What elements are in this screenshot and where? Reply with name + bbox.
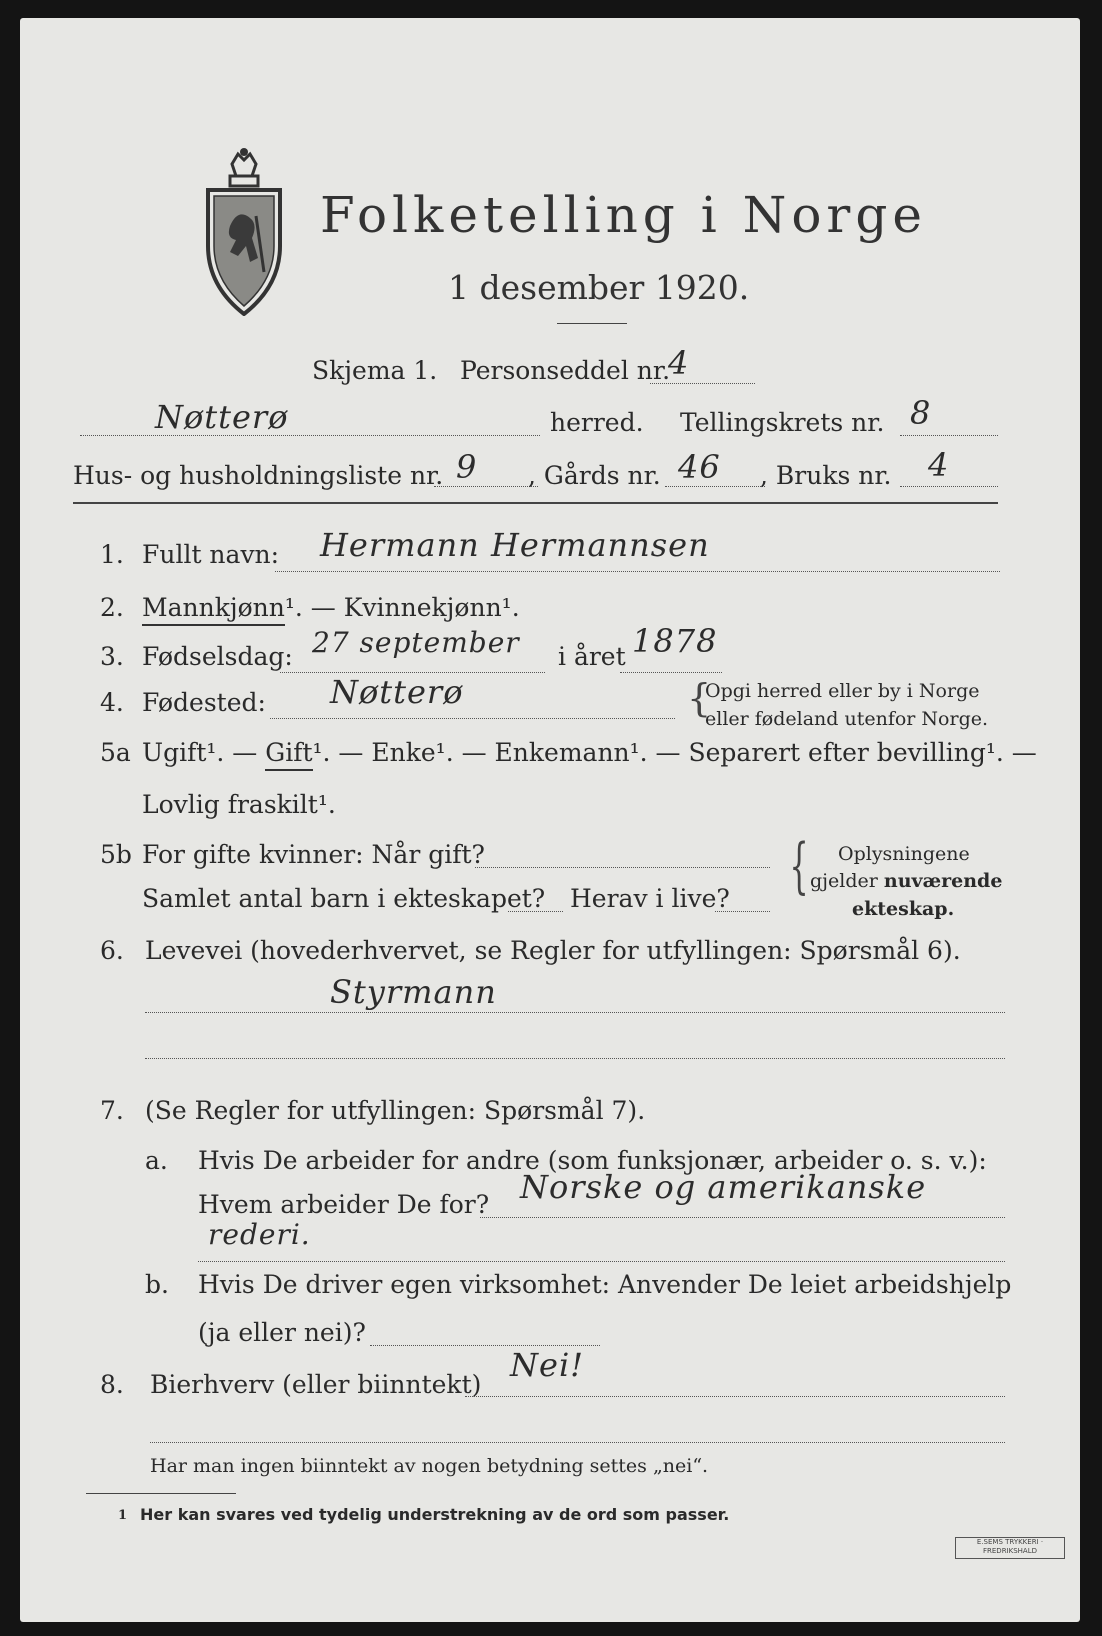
q1-full-name: Hermann Hermannsen — [320, 526, 710, 564]
herred-line — [80, 435, 540, 436]
personseddel-label: Personseddel nr. — [460, 356, 671, 385]
gards-label: , Gårds nr. — [528, 461, 661, 490]
q5a-options — [142, 738, 1037, 767]
q7-label: (Se Regler for utfyllingen: Spørsmål 7). — [145, 1096, 646, 1125]
q6-number: 6. — [100, 936, 124, 965]
q4-line — [270, 718, 675, 719]
q1-number: 1. — [100, 540, 124, 569]
q4-label: Fødested: — [142, 688, 266, 717]
q8-number: 8. — [100, 1370, 124, 1399]
header-divider — [557, 323, 627, 324]
q8-label: Bierhverv (eller biinntekt) — [150, 1370, 482, 1399]
herred-value: Nøtterø — [155, 398, 289, 436]
q4-brace: { — [687, 676, 712, 720]
q5b-note-2b: nuværende — [883, 870, 1003, 892]
tellingskrets-label: Tellingskrets nr. — [680, 408, 885, 437]
gards-value: 46 — [678, 448, 721, 486]
tellingskrets-line — [900, 435, 998, 436]
q3-year-label: i året — [558, 642, 626, 671]
q5b-note-2 — [810, 870, 1002, 892]
q5b-alive-line — [715, 911, 770, 912]
q5a-lovlig-fraskilt: Lovlig fraskilt¹. — [142, 790, 336, 819]
q5b-note-3: ekteskap. — [852, 898, 955, 920]
q2-mannkjonn-underlined: Mannkjønn — [142, 593, 285, 626]
q1-label: Fullt navn: — [142, 540, 280, 569]
census-form-page — [20, 18, 1080, 1622]
q4-note-1: Opgi herred eller by i Norge — [705, 680, 980, 702]
q3-label: Fødselsdag: — [142, 642, 293, 671]
q2-mannkjonn — [142, 593, 520, 622]
q3-number: 3. — [100, 642, 124, 671]
q5b-note-2a: gjelder — [810, 870, 878, 892]
skjema-label: Skjema 1. — [312, 356, 438, 385]
q6-label: Levevei (hovederhvervet, se Regler for utfyllingen: Spørsmål 6). — [145, 936, 961, 965]
q3-year-value: 1878 — [632, 622, 718, 660]
form-title: Folketelling i Norge — [320, 186, 927, 244]
q3-birthday: 27 september — [312, 626, 520, 659]
q7a-label-2: Hvem arbeider De for? — [198, 1190, 490, 1219]
q5b-when-married-line — [475, 867, 770, 868]
q7b-label-2: (ja eller nei)? — [198, 1318, 366, 1347]
personseddel-line — [650, 383, 755, 384]
q7b-letter: b. — [145, 1270, 169, 1299]
q5a-number: 5a — [100, 738, 131, 767]
printer-stamp: E.SEMS TRYKKERI · FREDRIKSHALD — [955, 1537, 1065, 1559]
q5a-ugift: Ugift¹. — — [142, 738, 258, 767]
q7-number: 7. — [100, 1096, 124, 1125]
footnote-mark: 1 — [118, 1508, 128, 1523]
q7a-employer-2: rederi. — [208, 1218, 311, 1251]
q8-line — [465, 1396, 1005, 1397]
q4-note-2: eller fødeland utenfor Norge. — [705, 708, 989, 730]
herred-label: herred. — [550, 408, 644, 437]
q5b-note-1: Oplysningene — [838, 843, 970, 865]
q7b-label-1: Hvis De driver egen virksomhet: Anvender De leiet arbeidshjelp — [198, 1270, 1012, 1299]
q5b-brace: { — [789, 831, 809, 901]
q5b-alive-label: Herav i live? — [570, 884, 730, 913]
bruks-label: , Bruks nr. — [760, 461, 892, 490]
q7a-line-2 — [198, 1261, 1005, 1262]
personseddel-value: 4 — [668, 344, 690, 382]
q5b-number: 5b — [100, 840, 132, 869]
q5b-children-label: Samlet antal barn i ekteskapet? — [142, 884, 546, 913]
bruks-value: 4 — [928, 446, 950, 484]
hus-line — [434, 486, 538, 487]
q5b-children-line — [508, 911, 563, 912]
q3-year-line — [620, 672, 722, 673]
form-date: 1 desember 1920. — [448, 268, 750, 307]
tellingskrets-value: 8 — [910, 394, 932, 432]
q4-birthplace: Nøtterø — [330, 673, 464, 711]
q6-occupation: Styrmann — [330, 973, 497, 1011]
q7a-line-1 — [480, 1217, 1005, 1218]
footnote-rule — [86, 1493, 236, 1494]
header-rule — [73, 502, 998, 504]
q5a-gift-underlined: Gift — [265, 738, 312, 771]
q6-line-2 — [145, 1058, 1005, 1059]
q2-number: 2. — [100, 593, 124, 622]
q5b-when-married-label: For gifte kvinner: Når gift? — [142, 840, 485, 869]
q7a-employer-1: Norske og amerikanske — [520, 1168, 927, 1206]
q1-line — [275, 571, 1000, 572]
q7a-label-1: Hvis De arbeider for andre (som funksjonær, arbeider o. s. v.): — [198, 1146, 987, 1175]
footnote-text: Her kan svares ved tydelig understrekning av de ord som passer. — [140, 1505, 730, 1524]
q7a-letter: a. — [145, 1146, 168, 1175]
note-nei: Har man ingen biinntekt av nogen betydning settes „nei“. — [150, 1455, 709, 1477]
q8-side-income: Nei! — [510, 1346, 585, 1384]
bruks-line — [900, 486, 998, 487]
q4-number: 4. — [100, 688, 124, 717]
hus-label: Hus- og husholdningsliste nr. — [73, 461, 444, 490]
q5a-other-options: ¹. — Enke¹. — Enkemann¹. — Separert efter bevilling¹. — — [312, 738, 1037, 767]
q2-kvinnekjonn: ¹. — Kvinnekjønn¹. — [284, 593, 520, 622]
coat-of-arms-icon — [200, 146, 288, 316]
hus-value: 9 — [456, 448, 478, 486]
q8-line-2 — [150, 1442, 1005, 1443]
q6-line-1 — [145, 1012, 1005, 1013]
gards-line — [665, 486, 765, 487]
